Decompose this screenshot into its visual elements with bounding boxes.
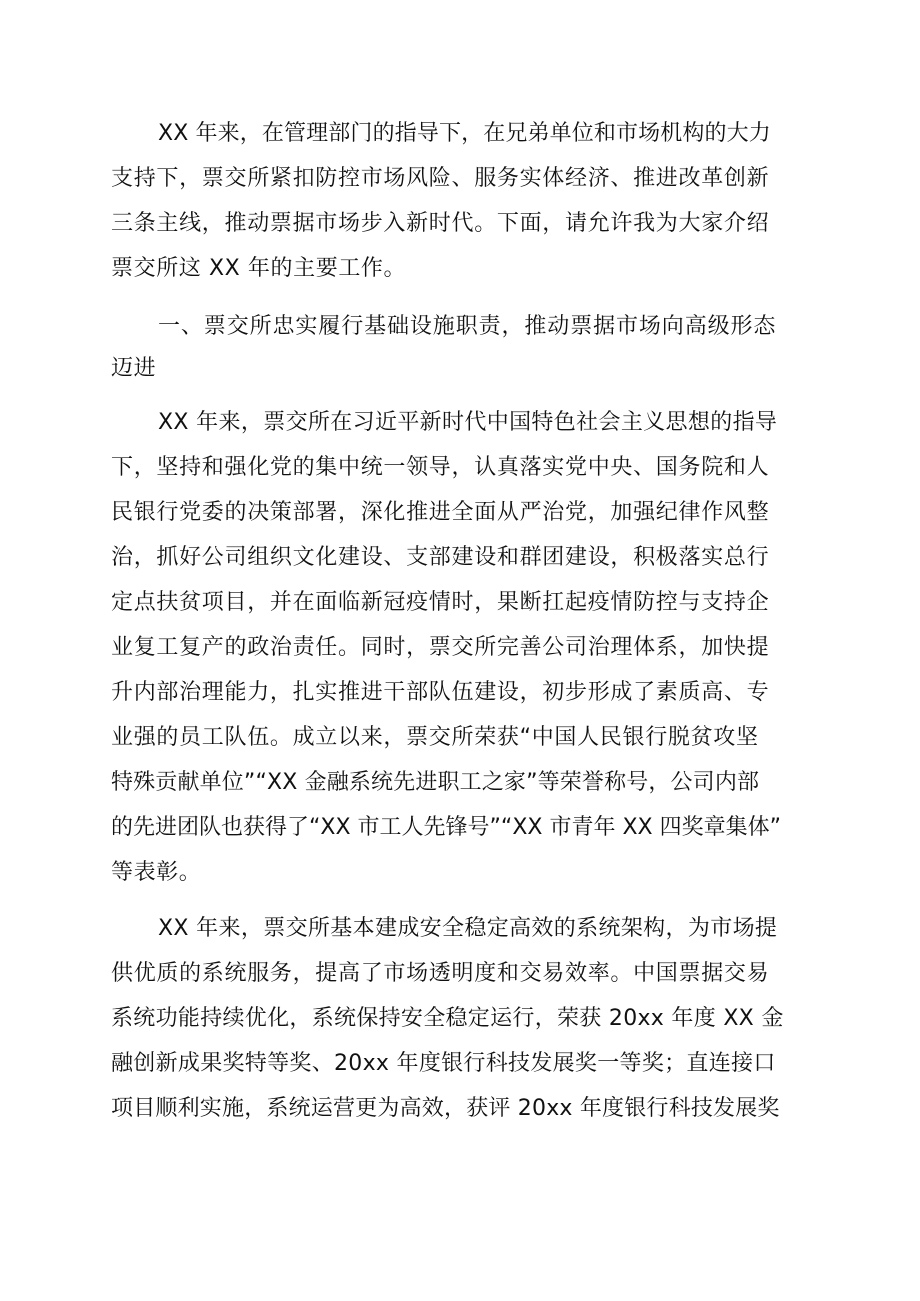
paragraph-party-line: 特殊贡献单位”“XX 金融系统先进职工之家”等荣誉称号，公司内部 (111, 770, 760, 795)
section-heading-line: 一、票交所忠实履行基础设施职责，推动票据市场向高级形态 (158, 314, 777, 339)
paragraph-party-line: 治，抓好公司组织文化建设、支部建设和群团建设，积极落实总行 (111, 545, 770, 570)
paragraph-party-line: 业强的员工队伍。成立以来，票交所荣获“中国人民银行脱贫攻坚 (111, 725, 759, 750)
paragraph-party-line: 业复工复产的政治责任。同时，票交所完善公司治理体系，加快提 (111, 635, 770, 660)
section-heading-line: 迈进 (111, 356, 157, 381)
paragraph-system-line: 融创新成果奖特等奖、20xx 年度银行科技发展奖一等奖；直连接口 (111, 1051, 776, 1076)
paragraph-intro-line: 支持下，票交所紧扣防控市场风险、服务实体经济、推进改革创新 (111, 166, 770, 191)
paragraph-intro-line: 三条主线，推动票据市场步入新时代。下面，请允许我为大家介绍 (111, 211, 770, 236)
paragraph-party-line: 民银行党委的决策部署，深化推进全面从严治党，加强纪律作风整 (111, 500, 770, 525)
paragraph-party-line: 定点扶贫项目，并在面临新冠疫情时，果断扛起疫情防控与支持企 (111, 590, 770, 615)
paragraph-party-line: 下，坚持和强化党的集中统一领导，认真落实党中央、国务院和人 (111, 455, 770, 480)
paragraph-system-line: 系统功能持续优化，系统保持安全稳定运行，荣获 20xx 年度 XX 金 (111, 1006, 784, 1031)
paragraph-system-line: 项目顺利实施，系统运营更为高效，获评 20xx 年度银行科技发展奖 (111, 1096, 780, 1121)
paragraph-intro-line: 票交所这 XX 年的主要工作。 (111, 256, 407, 281)
paragraph-intro-line: XX 年来，在管理部门的指导下，在兄弟单位和市场机构的大力 (158, 121, 771, 146)
paragraph-party-line: 升内部治理能力，扎实推进干部队伍建设，初步形成了素质高、专 (111, 680, 770, 705)
paragraph-system-line: 供优质的系统服务，提高了市场透明度和交易效率。中国票据交易 (111, 961, 770, 986)
paragraph-party-line: XX 年来，票交所在习近平新时代中国特色社会主义思想的指导 (158, 410, 778, 435)
paragraph-system-line: XX 年来，票交所基本建成安全稳定高效的系统架构，为市场提 (158, 916, 778, 941)
paragraph-party-line: 等表彰。 (111, 860, 202, 885)
paragraph-party-line: 的先进团队也获得了“XX 市工人先锋号”“XX 市青年 XX 四奖章集体” (111, 815, 781, 840)
